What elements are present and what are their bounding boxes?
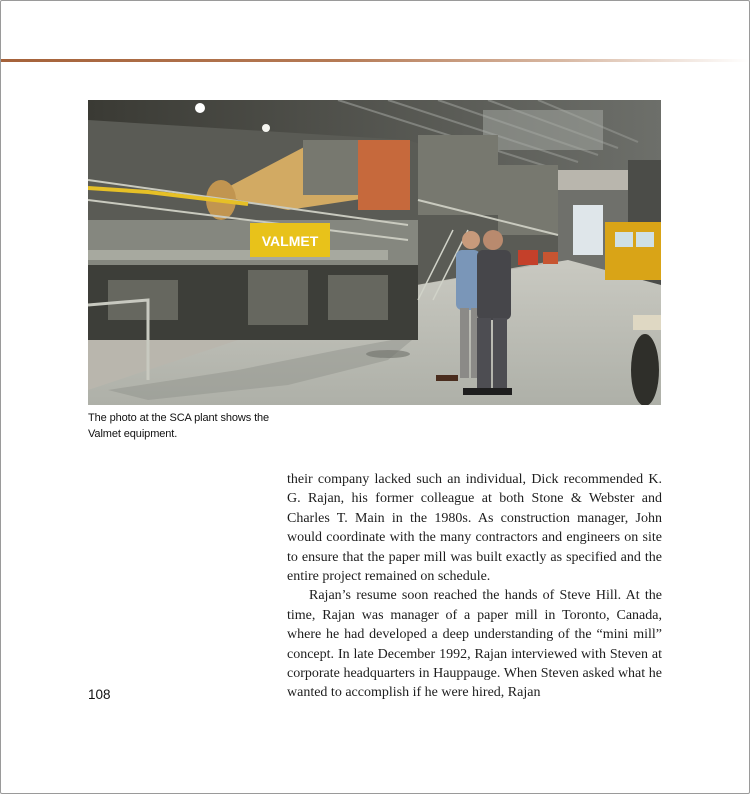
caption-line-2: Valmet equipment.: [88, 427, 178, 440]
valmet-sign-text: VALMET: [261, 233, 319, 249]
paragraph-2: Rajan’s resume soon reached the hands of Steve Hill. At the time, Rajan was manager of a paper mill in Toronto, Canada, where he had developed a deep understanding of the “mini mill” concept. In late December 1992, Rajan interviewed with Steven at corporate headquarters in Hauppauge. When Steven asked what he wanted to accomplish if he were hired, Rajan: [287, 588, 662, 701]
page-number: 108: [88, 687, 111, 702]
plant-photo: [88, 100, 661, 405]
body-text: [287, 470, 662, 703]
photo-caption: [88, 411, 278, 442]
caption-line-1: The photo at the SCA plant shows the: [88, 412, 270, 424]
header-rule: [1, 59, 749, 62]
paragraph-1: their company lacked such an individual, Dick recommended K. G. Rajan, his former colleague at both Stone & Webster and Charles T. Main in the 1980s. As construction manager, John would coordinate with the many contractors and engineers on site to ensure that the paper mill was built exactly as specified and the entire project remained on schedule.: [287, 472, 662, 585]
